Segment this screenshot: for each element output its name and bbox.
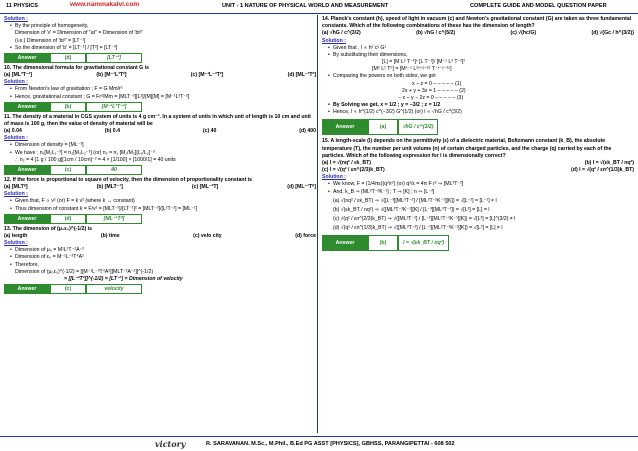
answer-label: Answer — [4, 102, 50, 112]
site-link[interactable]: www.nammakalvi.com — [70, 1, 140, 8]
solution-line: Dimension of (μ₀ε₀)^(-1/2) = [[M⁻¹L⁻³T⁴A²][MLT⁻²A⁻²]]^(-1/2) — [15, 268, 154, 275]
left-column — [4, 16, 316, 432]
solution-heading: Solution : — [4, 16, 28, 22]
solution-line: • Thus dimension of constant k = F/v² = [MLT⁻²]/[LT⁻¹]² = [MLT⁻²]/[L²T⁻²] = [ML⁻¹] — [10, 206, 316, 213]
answer-box — [4, 102, 316, 112]
option: (c) l = √(q² / εn^(2/3)k_BT) — [322, 167, 385, 174]
option: (a) l = √(nq² / εk_BT) — [322, 159, 371, 166]
solution-line: [L] = [M L² T⁻¹]ˣ [L T⁻¹]ʸ [M⁻¹ L³ T⁻²]ᶻ — [382, 59, 466, 66]
question-12: 12. If the force is proportional to square of velocity, then the dimension of proportionality constant is — [4, 176, 253, 183]
solution-line: • By substituting their dimensions, — [328, 52, 634, 59]
solution-heading: Solution : — [322, 37, 346, 44]
question-11: 11. The density of a material in CGS system of units is 4 g cm⁻³. In a system of units in which unit of length is 10 cm and unit of mass is 100 g, then the value of density of material will be — [4, 113, 311, 127]
answer-option: (d) — [50, 214, 86, 224]
right-column — [322, 16, 634, 432]
answer-label: Answer — [4, 165, 50, 175]
solution-line: • Therefore, — [10, 262, 316, 269]
solution-line: • By Solving we get, x = 1/2 ; y = −3/2 ; z = 1/2 — [328, 102, 634, 109]
solution-heading: Solution : — [4, 191, 28, 198]
solution-line: • From Newton's law of gravitation ; F = G Mm/r² — [10, 86, 316, 93]
guide-title: COMPLETE GUIDE AND MODEL QUESTION PAPER — [470, 3, 607, 9]
question-10: 10. The dimensional formula for gravitational constant G is — [4, 64, 149, 71]
option: (b) [M⁻¹L³T²] — [96, 72, 127, 79]
page-header — [0, 0, 638, 14]
answer-option: (d) — [50, 53, 86, 63]
solution-line: • And, k_B ⇒ [ML²T⁻²K⁻¹] ; T ⇒ [K] ; n ⇒ [L⁻³] — [328, 189, 634, 196]
options-row — [4, 128, 316, 135]
option: (a) 0.04 — [4, 128, 22, 135]
answer-label: Answer — [4, 53, 50, 63]
options-row — [322, 167, 634, 174]
page-footer — [0, 436, 638, 451]
options-row — [4, 72, 316, 79]
solution-line: • We know, F = (1/4πε)(q²/r²) (or) q²/ε = 4π F r² ⇒ [ML³T⁻²] — [328, 181, 634, 188]
equation-3: − x − y − 2z = 0 ‒ ‒ ‒ ‒ ‒ (3) — [398, 94, 464, 101]
option: (c) [ML⁻²T] — [191, 184, 219, 191]
answer-option: (b) — [368, 235, 398, 251]
answer-label: Answer — [322, 119, 368, 135]
solution-line: ∴ n₂ = 4 [1 g / 100 g][1cm / 10cm]⁻³ = 4 × [1/100] × [1000/1] = 40 units — [15, 156, 176, 163]
subject-label: 11 PHYSICS — [6, 3, 39, 9]
question-14: 14. Planck's constant (h), speed of light in vacuum (c) and Newton's gravitational constant (G) are taken as three fundamental constants. Which of the following combinations of these has the dimension of length? — [322, 16, 632, 30]
answer-label: Answer — [4, 284, 50, 294]
question-15: 15. A length-scale (l) depends on the permittivity (ε) of a dielectric material, Boltzmann constant (k_B), the absolute temperature (T), the number per unit volume (n) of certain charged particles, and the charge (q) carried by each of the particles. Which of the following expression for l is dimensionally correct? — [322, 138, 612, 159]
option: (b) time — [100, 232, 120, 239]
equation-1: x − z = 0 ‒ ‒ ‒ ‒ ‒ (1) — [412, 80, 462, 87]
solution-line: • Hence, l ∝ h^(1/2) c^(−3/2) G^(1/2) (or) l ∝ √hG / c^(3/2) — [328, 109, 634, 116]
victory-logo: victory — [155, 439, 186, 449]
solution-line: • Dimension of density = [ML⁻³] — [10, 142, 316, 149]
solution-heading: Solution : — [4, 135, 28, 142]
option: (d) [ML⁻³T²] — [287, 72, 316, 79]
answer-box — [322, 234, 634, 252]
option: (b) √hG / c^(5/2) — [416, 30, 456, 37]
option: (c) velo city — [193, 232, 222, 239]
answer-value: velocity — [86, 284, 142, 294]
option: (b) l = √(εk_BT / nq²) — [584, 159, 634, 166]
answer-value: √hG / c^(3/2) — [398, 119, 438, 135]
option: (d) 400 — [299, 128, 316, 135]
answer-value: l = √(εk_BT / nq²) — [398, 235, 449, 251]
option: (d) [ML⁻¹T⁰] — [287, 184, 316, 191]
check-c: (c) √(q² / εn^(2/3)k_BT) ⇒ √([ML³T⁻²] / [L⁻²][ML²T⁻²K⁻¹][K]) = √[L³] = [L]^(3/2) ≠ l — [333, 216, 516, 223]
option: (c) √(hc/G) — [510, 30, 537, 37]
answer-box — [4, 53, 316, 63]
answer-option: (c) — [50, 165, 86, 175]
answer-value: [ML⁻¹T⁰] — [86, 214, 142, 224]
solution-heading: Solution : — [322, 174, 346, 181]
option: (d) √(Gc / h^(3/2)) — [591, 30, 634, 37]
answer-label: Answer — [322, 235, 368, 251]
option: (a) length — [4, 232, 28, 239]
solution-line: • So the dimension of 'b' = [LT⁻¹] / [T²] = [LT⁻³] — [10, 45, 316, 52]
solution-line: • Given that , l ∝ hˣ cʸ Gᶻ — [328, 45, 634, 52]
question-13: 13. The dimension of (μ₀ε₀)^(-1/2) is — [4, 225, 92, 232]
check-b: (b) √(εk_BT / nq²) ⇒ √([ML²T⁻²K⁻¹][K] / [L⁻³][ML³T⁻²]) = √[L²] = [L] = l — [333, 206, 490, 213]
solution-line: = [[L⁻²T²]]^(-1/2) = [LT⁻¹] = Dimension of velocity — [64, 275, 183, 282]
answer-box — [4, 284, 316, 294]
option: (c) [M⁻¹L⁻³T²] — [190, 72, 224, 79]
solution-line: (i.e.) Dimension of 'bt²' = [LT⁻¹] — [15, 37, 86, 44]
answer-box — [4, 214, 316, 224]
answer-value: [LT⁻³] — [86, 53, 142, 63]
solution-line: • Comparing the powers on both sides, we get — [328, 73, 634, 80]
answer-box — [4, 165, 316, 175]
author-info: R. SARAVANAN. M.Sc., M.Phil., B.Ed PG ASST [PHYSICS], GBHSS, PARANGIPETTAI - 608 502 — [206, 441, 455, 447]
solution-line: • By the principle of homogeneity, — [10, 23, 316, 30]
solution-line: • We have ; n₁[M₁L₁⁻³] = n₂[M₂L₂⁻³] (or) n₂ = n₁ [M₁/M₂][L₁/L₂]⁻³ — [10, 150, 316, 157]
option: (b) [MLT⁻¹] — [96, 184, 123, 191]
answer-option: (b) — [50, 102, 86, 112]
solution-heading: Solution : — [4, 240, 28, 247]
solution-line: Dimension of 'v' = Dimension of "at" = Dimension of 'bt²' — [15, 30, 143, 37]
answer-label: Answer — [4, 214, 50, 224]
unit-title: UNIT - 1 NATURE OF PHYSICAL WORLD AND MEASUREMENT — [222, 3, 389, 9]
solution-line: • Dimension of ε₀ = M⁻¹L⁻³T⁴A² — [10, 254, 316, 261]
option: (d) force — [295, 232, 316, 239]
solution-line: • Given that, F ∝ v² (or) F = k v² (where k → constant) — [10, 198, 316, 205]
answer-value: [M⁻¹L³T⁻²] — [86, 102, 142, 112]
column-divider — [317, 15, 318, 433]
solution-line: • Dimension of μ₀ = M¹L¹T⁻²A⁻² — [10, 247, 316, 254]
options-row — [4, 184, 316, 191]
option: (c) 40 — [202, 128, 217, 135]
answer-option: (a) — [368, 119, 398, 135]
option: (a) [MLT⁰] — [4, 184, 28, 191]
solution-line: • Hence, gravitational constant ; G = Fr²/Mm = [MLT⁻²][L²]/[M][M] = [M⁻¹L³T⁻²] — [10, 94, 316, 101]
option: (a) √hG / c^(3/2) — [322, 30, 361, 37]
equation-2: 2x + y + 3z = 1 ‒ ‒ ‒ ‒ ‒ (2) — [402, 87, 466, 94]
answer-box — [322, 118, 634, 136]
solution-heading: Solution : — [4, 79, 28, 86]
answer-option: (c) — [50, 284, 86, 294]
option: (a) [ML³T⁻²] — [4, 72, 33, 79]
options-row — [4, 233, 316, 240]
solution-line: [M⁰ L¹ T⁰] = [Mˣ⁻ᶻ L²ˣ⁺ʸ⁺³ᶻ T⁻ˣ⁻ʸ⁻²ᶻ] — [372, 66, 452, 73]
option: (d) l = √(q² / εn^(1/3)k_BT) — [571, 167, 634, 174]
check-d: (d) √(q² / εn^(1/3)k_BT) ⇒ √([ML³T⁻²] / [L⁻¹][ML²T⁻²K⁻¹][K]) = √[L²] = [L] ≠ l — [333, 225, 503, 232]
answer-value: 40 — [86, 165, 142, 175]
check-a: (a) √(nq² / εk_BT) ⇒ √([L⁻³][ML³T⁻²] / [ML²T⁻²K⁻¹][K]) = √[L⁻²] = [L⁻¹] ≠ l — [333, 197, 497, 204]
options-row — [322, 30, 634, 37]
option: (b) 0.4 — [104, 128, 121, 135]
